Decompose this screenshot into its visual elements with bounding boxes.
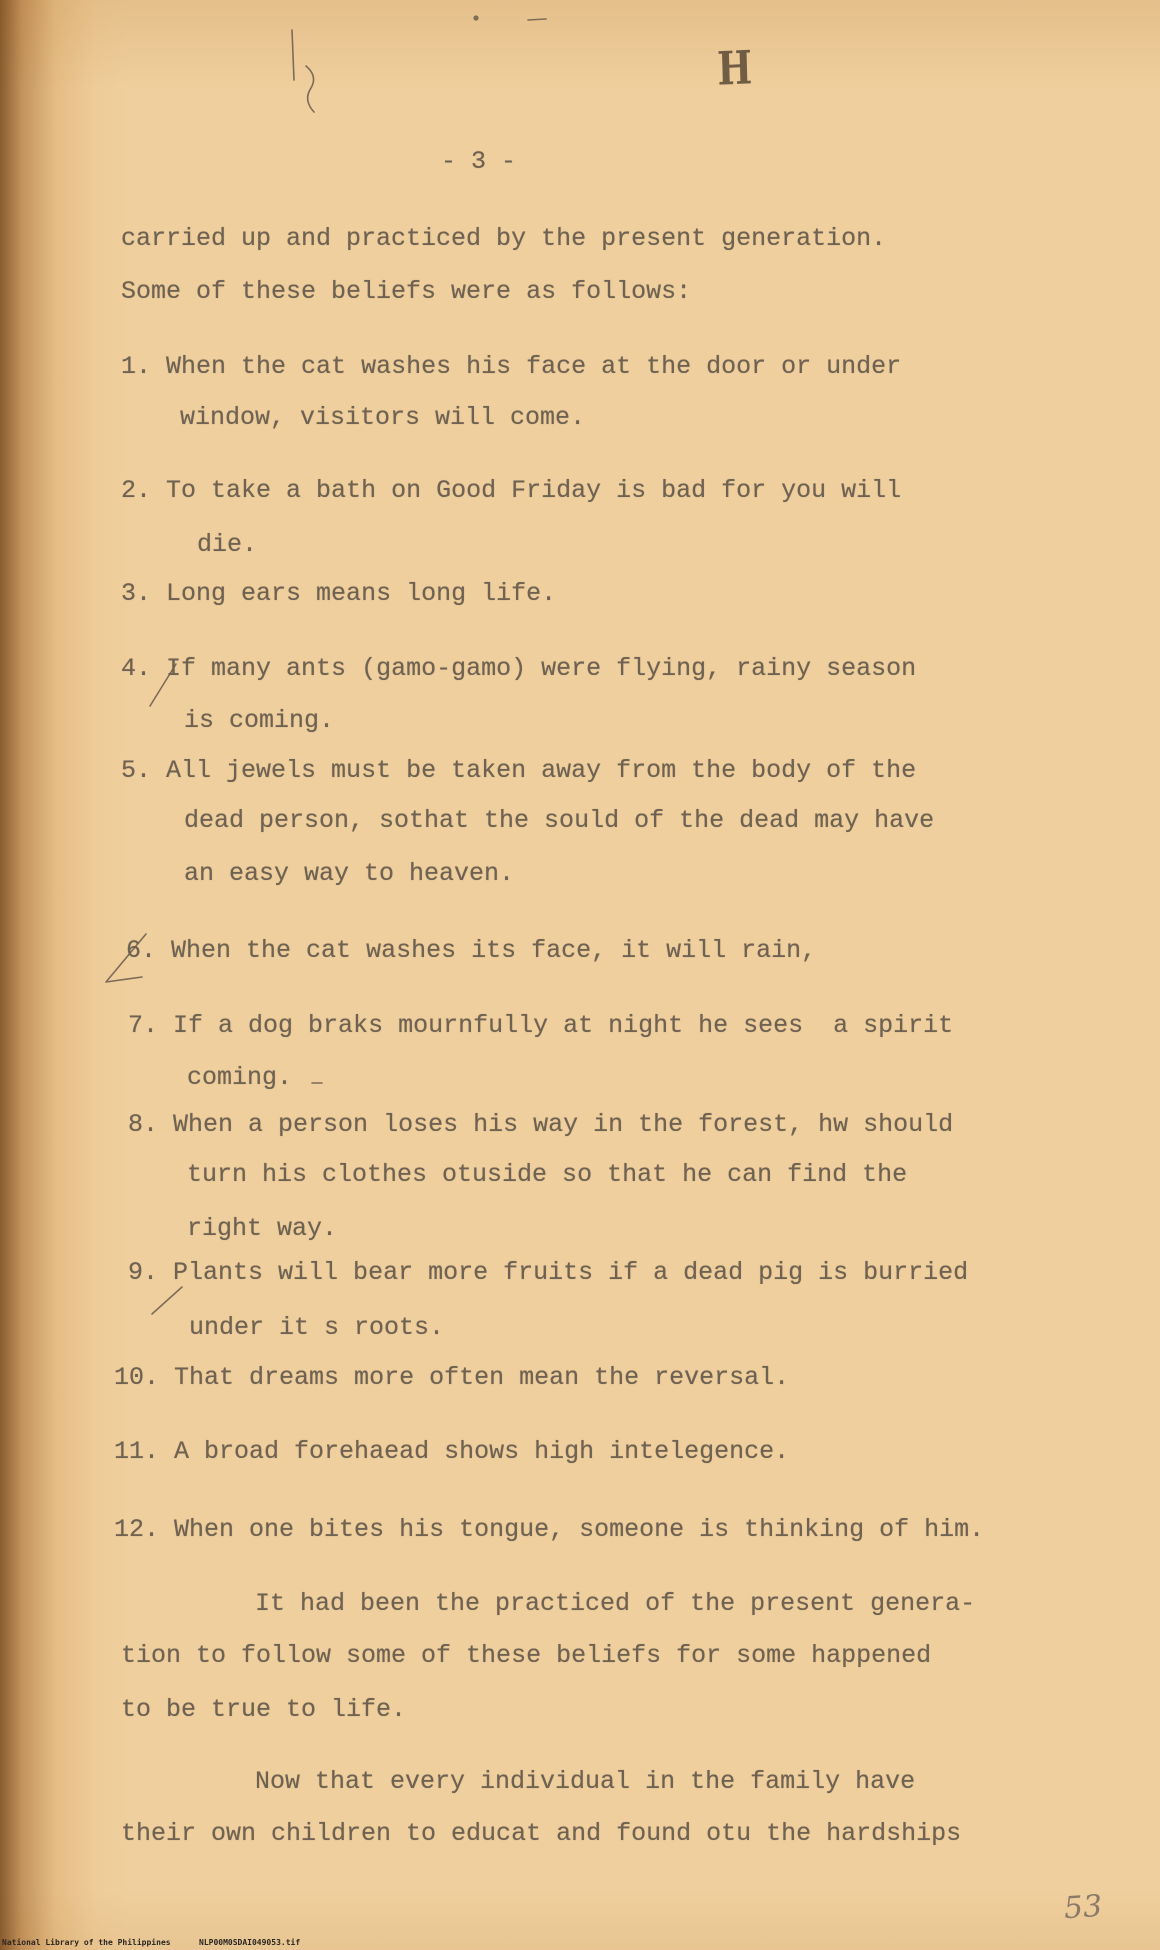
belief-text: right way. (187, 1214, 338, 1243)
belief-text: Long ears means long life. (166, 579, 557, 608)
margin-stroke-mark (292, 30, 294, 80)
belief-text: is coming. (184, 706, 335, 735)
belief-number: 6. (126, 936, 157, 965)
paragraph-line: their own children to educat and found otu the hardships (121, 1819, 962, 1848)
belief-line (128, 1011, 953, 1041)
belief-text: turn his clothes otuside so that he can find the (187, 1160, 908, 1189)
top-stamp-mark: H (716, 40, 753, 96)
belief-text: If many ants (gamo-gamo) were flying, rainy season (166, 654, 917, 683)
belief-text: That dreams more often mean the reversal. (174, 1363, 790, 1392)
footer-library-name: National Library of the Philippines (2, 1938, 171, 1947)
belief-text: All jewels must be taken away from the body of the (166, 756, 917, 785)
belief-number: 12. (114, 1515, 160, 1544)
paragraph-line: Now that every individual in the family have (255, 1767, 916, 1796)
belief-number: 10. (114, 1363, 160, 1392)
belief-line (114, 1515, 984, 1545)
belief-text: When the cat washes its face, it will rain, (171, 936, 817, 965)
belief-text: When a person loses his way in the forest, hw should (173, 1110, 954, 1139)
belief-line (114, 1437, 789, 1467)
belief-line (121, 756, 916, 786)
check-mark-item-9 (152, 1287, 182, 1314)
belief-text: die. (197, 530, 258, 559)
intro-line: carried up and practiced by the present generation. (121, 224, 887, 253)
paragraph-line: It had been the practiced of the present genera- (255, 1589, 976, 1618)
paragraph-line: to be true to life. (121, 1695, 407, 1724)
belief-text: To take a bath on Good Friday is bad for you will (166, 476, 902, 505)
belief-number: 1. (121, 352, 152, 381)
belief-line (121, 654, 916, 684)
belief-number: 8. (128, 1110, 159, 1139)
belief-line (121, 579, 556, 609)
belief-number: 4. (121, 654, 152, 683)
belief-text: A broad forehaead shows high intelegence. (174, 1437, 790, 1466)
belief-number: 5. (121, 756, 152, 785)
intro-line: Some of these beliefs were as follows: (121, 277, 692, 306)
belief-number: 2. (121, 476, 152, 505)
page-number: - 3 - (441, 147, 517, 176)
belief-text: When one bites his tongue, someone is thinking of him. (174, 1515, 985, 1544)
top-dash-mark (528, 19, 546, 20)
belief-line (126, 936, 816, 966)
belief-number: 3. (121, 579, 152, 608)
belief-number: 11. (114, 1437, 160, 1466)
top-dot-mark (474, 16, 478, 20)
footer-file-name: NLP00M0SDAI049053.tif (199, 1938, 301, 1947)
belief-text: When the cat washes his face at the door or under (166, 352, 902, 381)
belief-number: 7. (128, 1011, 159, 1040)
belief-line (128, 1110, 953, 1140)
handwritten-page-number: 53 (1062, 1888, 1104, 1927)
belief-text: window, visitors will come. (180, 403, 586, 432)
belief-line (121, 476, 901, 506)
belief-text: If a dog braks mournfully at night he sees a spirit (173, 1011, 954, 1040)
margin-curl-mark (306, 66, 314, 112)
belief-line (114, 1363, 789, 1393)
belief-text: coming. (187, 1063, 293, 1092)
belief-text: an easy way to heaven. (184, 859, 515, 888)
belief-text: under it s roots. (189, 1313, 445, 1342)
belief-line (128, 1258, 968, 1288)
belief-line (121, 352, 901, 382)
belief-text: dead person, sothat the sould of the dead may have (184, 806, 935, 835)
belief-number: 9. (128, 1258, 159, 1287)
paragraph-line: tion to follow some of these beliefs for some happened (121, 1641, 932, 1670)
belief-text: Plants will bear more fruits if a dead pig is burried (173, 1258, 969, 1287)
